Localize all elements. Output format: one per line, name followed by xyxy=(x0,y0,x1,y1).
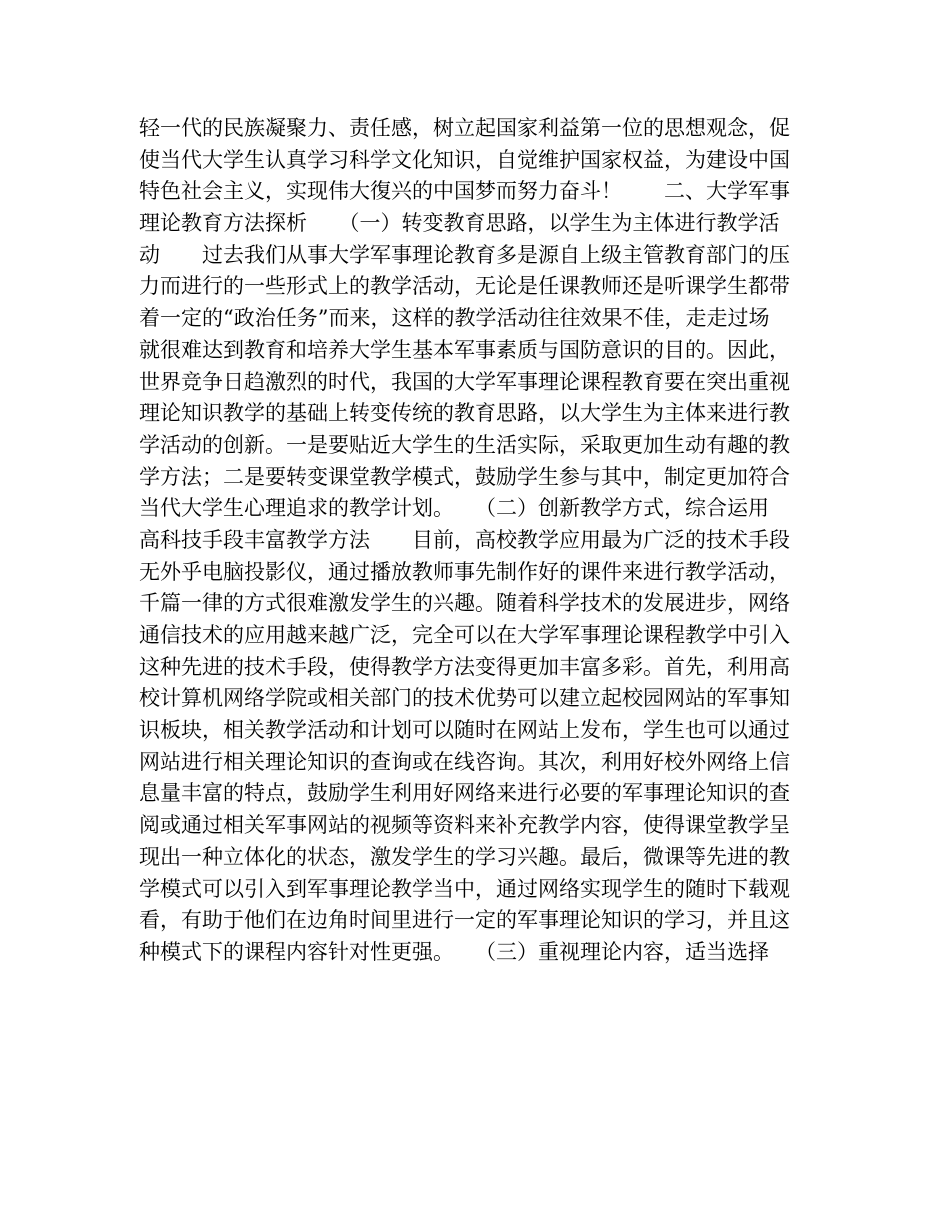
text-line: 这种先进的技术手段，使得教学方法变得更加丰富多彩。首先，利用高 xyxy=(139,654,790,679)
text-line: 高科技手段丰富教学方法 目前，高校教学应用最为广泛的技术手段 xyxy=(139,527,790,552)
text-line: 种模式下的课程内容针对性更强。 （三）重视理论内容，适当选择 xyxy=(139,939,769,964)
text-line: 使当代大学生认真学习科学文化知识，自觉维护国家权益，为建设中国 xyxy=(139,147,790,172)
text-line: 力而进行的一些形式上的教学活动，无论是任课教师还是听课学生都带 xyxy=(139,274,790,299)
text-line: 学模式可以引入到军事理论教学当中，通过网络实现学生的随时下载观 xyxy=(139,876,790,901)
text-line: 看，有助于他们在边角时间里进行一定的军事理论知识的学习，并且这 xyxy=(139,908,790,933)
text-line: 现出一种立体化的状态，激发学生的学习兴趣。最后，微课等先进的教 xyxy=(139,844,790,869)
text-line: 校计算机网络学院或相关部门的技术优势可以建立起校园网站的军事知 xyxy=(139,686,790,711)
text-line: 息量丰富的特点，鼓励学生利用好网络来进行必要的军事理论知识的查 xyxy=(139,781,790,806)
text-line: 就很难达到教育和培养大学生基本军事素质与国防意识的目的。因此， xyxy=(139,337,790,362)
body-text xyxy=(139,113,813,969)
text-line: 无外乎电脑投影仪，通过播放教师事先制作好的课件来进行教学活动， xyxy=(139,559,790,584)
text-line: 动 过去我们从事大学军事理论教育多是源自上级主管教育部门的压 xyxy=(139,242,790,267)
text-line: 学方法；二是要转变课堂教学模式，鼓励学生参与其中，制定更加符合 xyxy=(139,464,790,489)
text-line: 学活动的创新。一是要贴近大学生的生活实际，采取更加生动有趣的教 xyxy=(139,432,790,457)
text-line: 通信技术的应用越来越广泛，完全可以在大学军事理论课程教学中引入 xyxy=(139,623,790,647)
text-line: 轻一代的民族凝聚力、责任感，树立起国家利益第一位的思想观念，促 xyxy=(139,116,790,140)
text-line: 世界竞争日趋激烈的时代，我国的大学军事理论课程教育要在突出重视 xyxy=(139,369,790,394)
text-line: 特色社会主义，实现伟大復兴的中国梦而努力奋斗！ 二、大学军事 xyxy=(139,179,790,204)
text-line: 当代大学生心理追求的教学计划。 （二）创新教学方式，综合运用 xyxy=(139,496,769,521)
text-line: 识板块，相关教学活动和计划可以随时在网站上发布，学生也可以通过 xyxy=(139,718,790,743)
text-line: 网站进行相关理论知识的查询或在线咨询。其次，利用好校外网络上信 xyxy=(139,749,790,774)
text-line: 着一定的“政治任务”而来，这样的教学活动往往效果不佳，走走过场 xyxy=(139,306,770,331)
text-line: 千篇一律的方式很难激发学生的兴趣。随着科学技术的发展进步，网络 xyxy=(139,591,790,616)
text-line: 理论知识教学的基础上转变传统的教育思路，以大学生为主体来进行教 xyxy=(139,401,790,426)
text-line: 阅或通过相关军事网站的视频等资料来补充教学内容，使得课堂教学呈 xyxy=(139,813,790,838)
text-line: 理论教育方法探析 （一）转变教育思路，以学生为主体进行教学活 xyxy=(139,211,780,236)
